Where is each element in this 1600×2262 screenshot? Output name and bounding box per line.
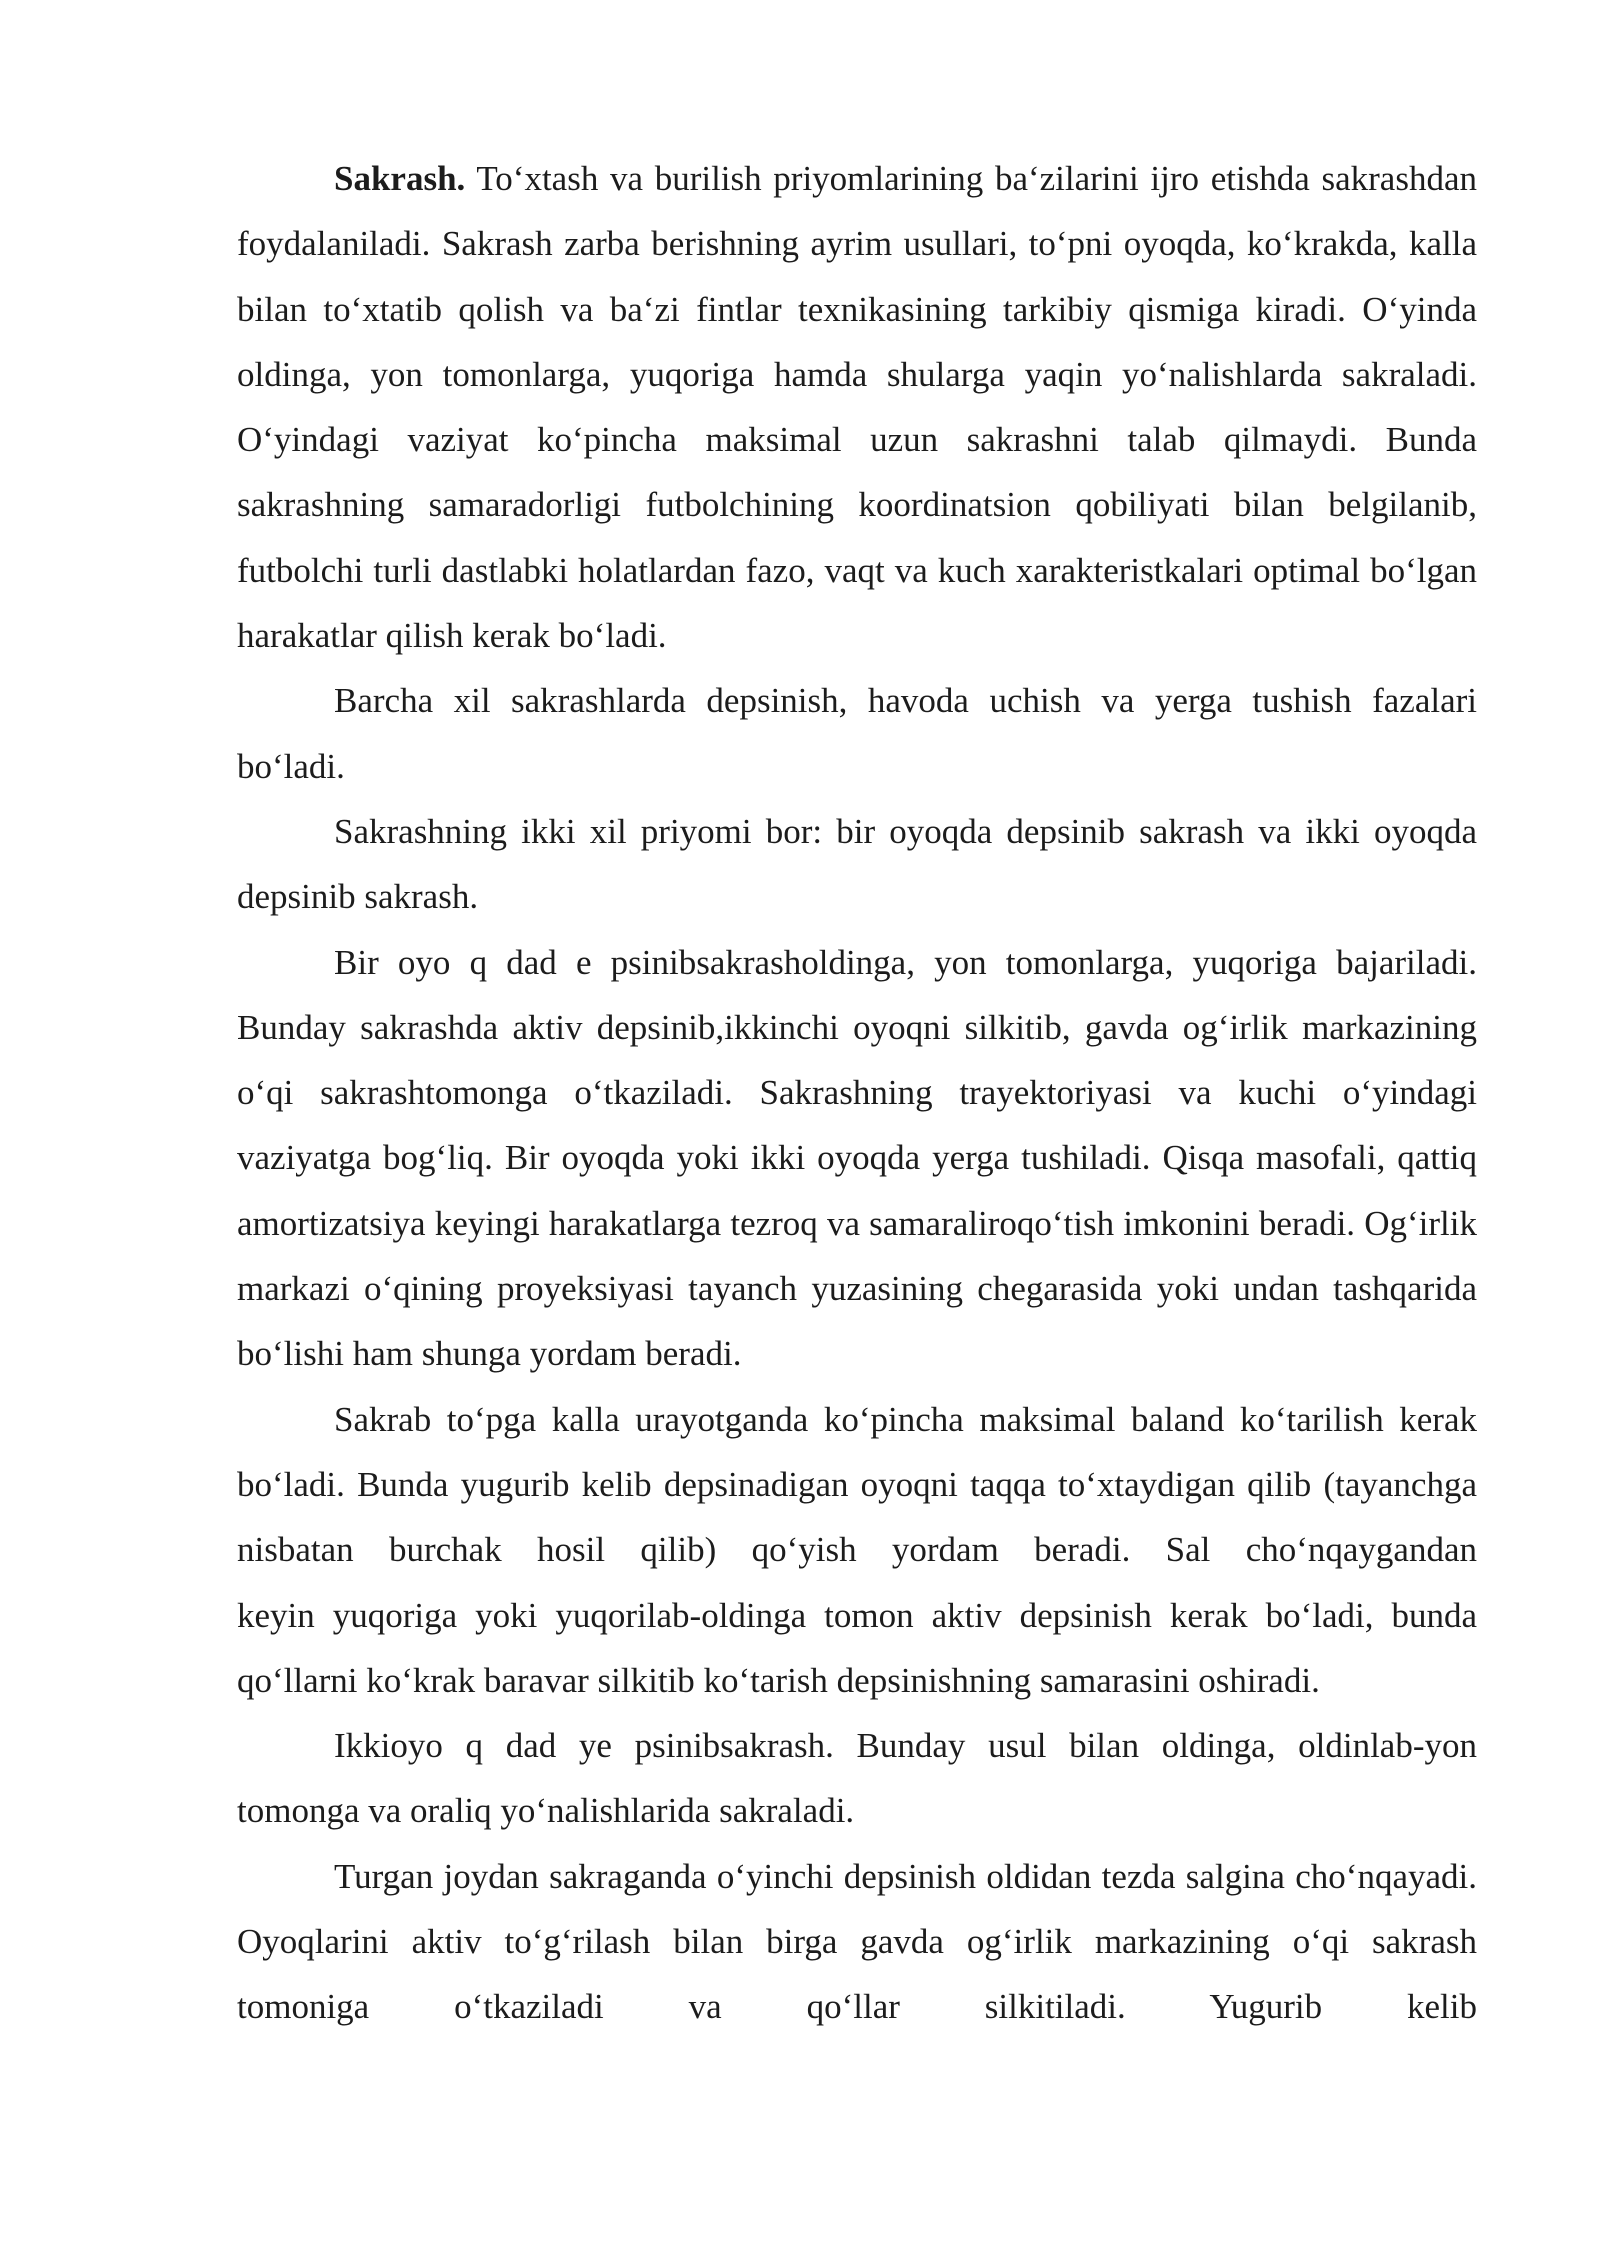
paragraph-header-jump <box>237 1387 1477 1583</box>
paragraph-sakrash-intro <box>237 146 1477 668</box>
paragraph-text: Sakrab to‘pga kalla urayotganda ko‘pincha maksimal baland ko‘tarilish kerak bo‘ladi. Bunda yugurib kelib depsinadigan oyoqni taqqa to‘xtaydigan qilib (tayanchga nisbatan burchak hosil qilib) qo‘yish yordam beradi. Sal cho‘nqaygandan <box>237 1399 1477 1570</box>
paragraph-text: Turgan joydan sakraganda o‘yinchi depsinish oldidan tezda salgina cho‘nqayadi. Oyoqlarini aktiv to‘g‘rilash bilan birga gavda og‘irlik markazining o‘qi sakrash tomoniga o‘tkaziladi va qo‘llar silkitiladi. Yugurib kelib <box>237 1856 1477 2027</box>
paragraph-text: To‘xtash va burilish priyomlarining ba‘zilarini ijro etishda sakrashdan foydalaniladi. Sakrash zarba berishning ayrim usullari, to‘pni oyoqda, ko‘krakda, kalla bilan to‘xtatib qolish va ba‘zi fintlar texnikasining tarkibiy qismiga kiradi. O‘yinda oldinga, yon tomonlarga, yuqoriga hamda shularga yaqin yo‘nalishlarda sakraladi. O‘yindagi vaziyat ko‘pincha maksimal uzun sakrashni talab qilmaydi. Bunda sakrashning samaradorligi futbolchining koordinatsion qobiliyati bilan belgilanib, futbolchi turli dastlabki holatlardan fazo, vaqt va kuch xarakteristkalari optimal bo‘lgan harakatlar qilish kerak bo‘ladi. <box>237 159 1477 656</box>
section-heading: Sakrash. <box>334 159 466 198</box>
document-page <box>237 146 1477 2040</box>
paragraph-one-leg-jump <box>237 930 1477 1387</box>
paragraph-text: Sakrashning ikki xil priyomi bor: bir oyoqda depsinib sakrash va ikki oyoqda depsinib sakrash. <box>237 811 1477 917</box>
paragraph-phases <box>237 668 1477 799</box>
paragraph-two-leg-jump <box>237 1713 1477 1844</box>
paragraph-header-jump-continued <box>237 1583 1477 1714</box>
paragraph-text: Bir oyo q dad e psinibsakrasholdinga, yon tomonlarga, yuqoriga bajariladi. Bunday sakrashda aktiv depsinib,ikkinchi oyoqni silkitib, gavda og‘irlik markazining o‘qi sakrashtomonga o‘tkaziladi. Sakrashning trayektoriyasi va kuchi o‘yindagi vaziyatga bog‘liq. Bir oyoqda yoki ikki oyoqda yerga tushiladi. Qisqa masofali, qattiq amortizatsiya keyingi harakatlarga tezroq va samaraliroqo‘tish imkonini beradi. Og‘irlik markazi o‘qining proyeksiyasi tayanch yuzasining chegarasida yoki undan tashqarida bo‘lishi ham shunga yordam beradi. <box>237 942 1477 1374</box>
paragraph-two-types <box>237 799 1477 930</box>
paragraph-text: Barcha xil sakrashlarda depsinish, havoda uchish va yerga tushish fazalari bo‘ladi. <box>237 681 1477 786</box>
paragraph-text: Ikkioyo q dad ye psinibsakrash. Bunday usul bilan oldinga, oldinlab-yon tomonga va oraliq yo‘nalishlarida sakraladi. <box>237 1726 1477 1831</box>
paragraph-text: keyin yuqoriga yoki yuqorilab-oldinga tomon aktiv depsinish kerak bo‘ladi, bunda qo‘llarni ko‘krak baravar silkitib ko‘tarish depsinishning samarasini oshiradi. <box>237 1595 1477 1700</box>
paragraph-standing-jump <box>237 1844 1477 2040</box>
